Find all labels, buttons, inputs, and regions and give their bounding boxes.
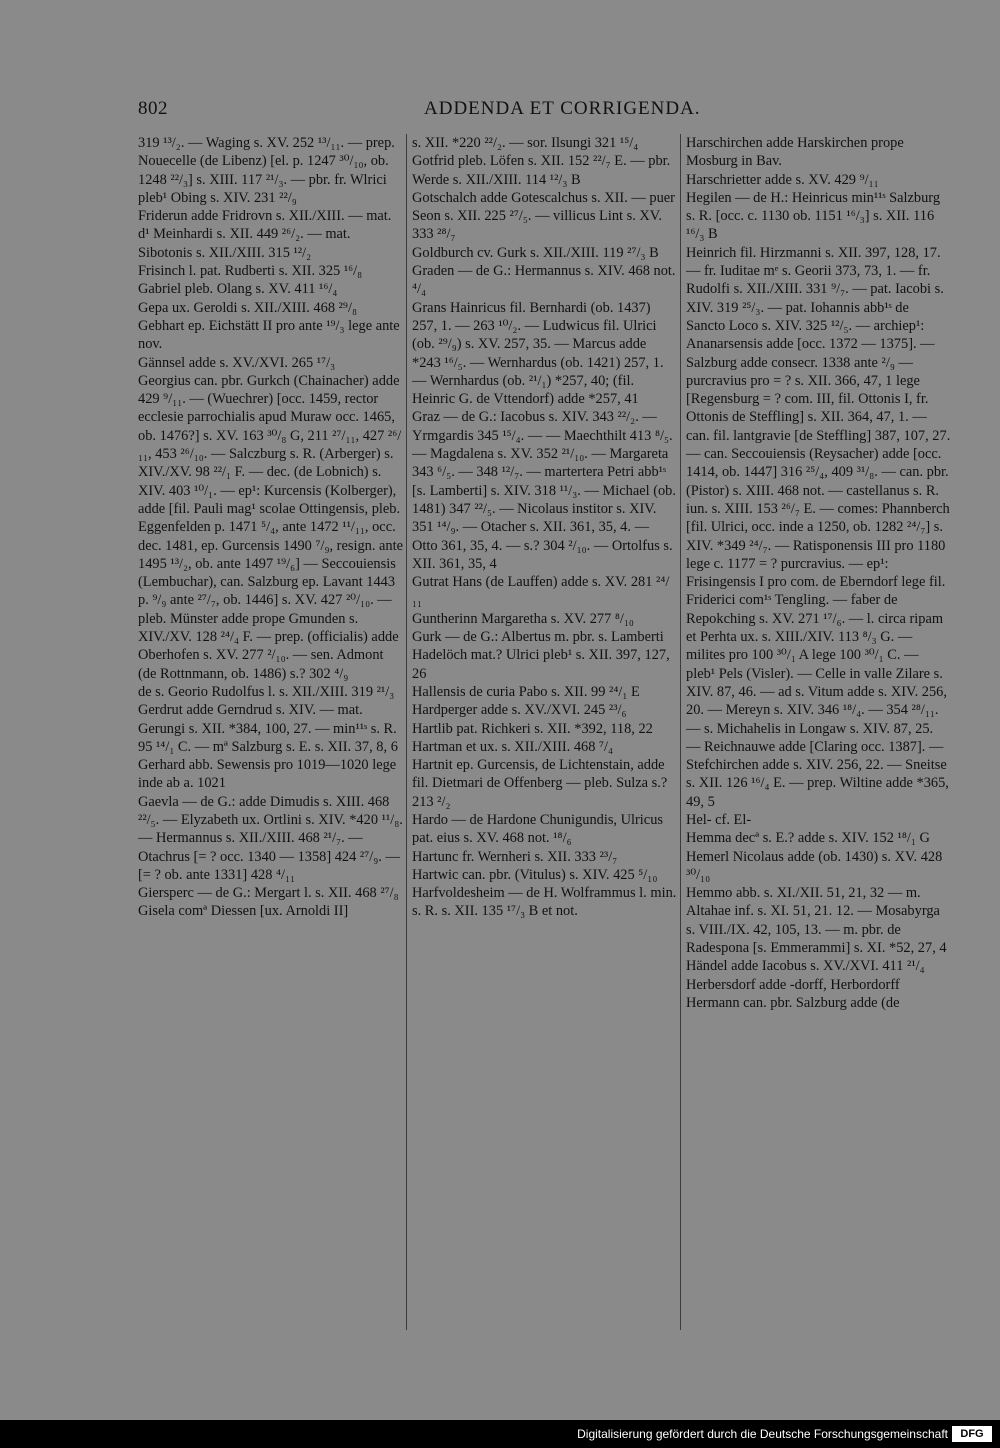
index-entry: Hemmo abb. s. XI./XII. 51, 21, 32 — m. Altahae inf. s. XI. 51, 21. 12. — Mosabyrga s. VIII./IX. 42, 105, 13. — m. pbr. de Radespona [s. Emmerammi] s. XI. *52, 27, 4 (686, 885, 947, 957)
index-entry: Händel adde Iacobus s. XV./XVI. 411 ²¹/₄ (686, 958, 925, 975)
index-entry: Hemerl Nicolaus adde (ob. 1430) s. XV. 428 ³⁰/₁₀ (686, 848, 943, 883)
index-entry: Graden — de G.: Hermannus s. XIV. 468 not. ⁴/₄ (412, 263, 676, 298)
index-entry: Hartwic can. pbr. (Vitulus) s. XIV. 425 ⁵/₁₀ (412, 866, 658, 883)
column-divider (680, 134, 681, 1330)
index-entry: Gotschalch adde Gotescalchus s. XII. — puer Seon s. XII. 225 ²⁷/₅. — villicus Lint s. XV. 333 ²⁸/₇ (412, 189, 675, 243)
index-entry: Gepa ux. Geroldi s. XII./XIII. 468 ²⁹/₈ (138, 299, 357, 316)
text-column-1 (138, 134, 403, 1330)
index-entry: Hadelöch mat.? Ulrici pleb¹ s. XII. 397, 127, 26 (412, 647, 670, 682)
text-column-3 (686, 134, 951, 1330)
index-entry: Herbersdorf adde -dorff, Herbordorff (686, 976, 900, 993)
index-entry: Hardperger adde s. XV./XVI. 245 ²³/₆ (412, 702, 627, 719)
index-entry: Hemma decª s. E.? adde s. XIV. 152 ¹⁸/₁ G (686, 830, 930, 847)
index-entry: Gaevla — de G.: adde Dimudis s. XIII. 468 ²²/₅. — Elyzabeth ux. Ortlini s. XIV. *420 ¹¹/₈. — Hermannus s. XII./XIII. 468 ²¹/₇. — Otachrus [= ? occ. 1340 — 1358] 424 ²⁷/₉. — [= ? ob. ante 1331] 428 ⁴/₁₁ (138, 793, 403, 883)
index-entry: Guntherinn Margaretha s. XV. 277 ⁸/₁₀ (412, 610, 634, 627)
index-entry: Hermann can. pbr. Salzburg adde (de (686, 994, 900, 1011)
index-entry: Frisinch l. pat. Rudberti s. XII. 325 ¹⁶/₈ (138, 263, 363, 280)
index-entry: Georgius can. pbr. Gurkch (Chainacher) adde 429 ⁹/₁₁. — (Wuechrer) [occ. 1459, rector ecclesie parrochialis apud Muraw occ. 1465, ob. 1476?] s. XV. 163 ³⁰/₈ G, 211 ²⁷/₁₁, 427 ²⁶/₁₁, 453 ²⁶/₁₀. — Salczburg s. R. (Arberger) s. XIV./XV. 98 ²²/₁ F. — dec. (de Lobnich) s. XIV. 403 ¹⁰/₁. — ep¹: Kurcensis (Kolberger), adde [fil. Pauli mag¹ scolae Ottingensis, pleb. Eggenfelden p. 1471 ⁵/₄, ante 1472 ¹¹/₁₁, occ. dec. 1481, ep. Gurcensis 1490 ⁷/₉, resign. ante 1495 ¹³/₂, ob. ante 1497 ¹⁹/₆] — Seccouiensis (Lembuchar), can. Salzburg ep. Lavant 1443 p. ⁹/₉ ante ²⁷/₇, ob. 1446] s. XV. 427 ²⁰/₁₀. — pleb. Münster adde prope Gmunden s. XIV./XV. 128 ²⁴/₄ F. — prep. (officialis) adde Oberhofen s. XV. 277 ²/₁₀. — sen. Admont (de Rottnmann, ob. 1486) s.? 302 ⁴/₉ (138, 372, 403, 682)
index-entry: Gisela comª Diessen [ux. Arnoldi II] (138, 903, 349, 920)
index-entry: Harschrietter adde s. XV. 429 ⁹/₁₁ (686, 171, 879, 188)
index-entry: Harschirchen adde Harskirchen prope Mosburg in Bav. (686, 135, 904, 170)
index-entry: Gotfrid pleb. Löfen s. XII. 152 ²²/₇ E. — pbr. Werde s. XII./XIII. 114 ¹²/₃ B (412, 153, 671, 188)
index-entry: Hallensis de curia Pabo s. XII. 99 ²⁴/₁ E (412, 683, 640, 700)
index-entry: Gurk — de G.: Albertus m. pbr. s. Lamberti (412, 629, 664, 646)
index-entry: Hartunc fr. Wernheri s. XII. 333 ²³/₇ (412, 848, 618, 865)
index-entry: Hel- cf. El- (686, 811, 752, 828)
index-entry: Grans Hainricus fil. Bernhardi (ob. 1437) 257, 1. — 263 ¹⁰/₂. — Ludwicus fil. Ulrici (ob. ²⁹/₉) s. XV. 257, 35. — Marcus adde *243 ¹⁶/₅. — Wernhardus (ob. 1421) 257, 1. — Wernhardus (ob. ²¹/₁) *257, 40; (fil. Heinric G. de Vttendorf) adde *257, 41 (412, 299, 664, 408)
index-entry: Giersperc — de G.: Mergart l. s. XII. 468 ²⁷/₈ (138, 885, 399, 902)
index-entry: Hartlib pat. Richkeri s. XII. *392, 118, 22 (412, 720, 653, 737)
index-entry: de s. Georio Rudolfus l. s. XII./XIII. 319 ²¹/₃ (138, 683, 395, 700)
text-column-2 (412, 134, 677, 1330)
page-header (138, 98, 956, 126)
index-entry: s. XII. *220 ²²/₂. — sor. Ilsungi 321 ¹⁵/₄ (412, 135, 639, 151)
index-entry: Harfvoldesheim — de H. Wolframmus l. min. s. R. s. XII. 135 ¹⁷/₃ B et not. (412, 885, 677, 920)
index-entry: Hardo — de Hardone Chunigundis, Ulricus pat. eius s. XV. 468 not. ¹⁸/₆ (412, 811, 663, 847)
index-entry: Hartnit ep. Gurcensis, de Lichtenstain, adde fil. Dietmari de Offenberg — pleb. Sulza s.? 213 ²/₂ (412, 757, 668, 810)
index-entry: Gännsel adde s. XV./XVI. 265 ¹⁷/₃ (138, 354, 336, 371)
page-number: 802 (138, 98, 168, 119)
index-entry: Gutrat Hans (de Lauffen) adde s. XV. 281 ²⁴/₁₁ (412, 574, 670, 609)
index-entry: 319 ¹³/₂. — Waging s. XV. 252 ¹³/₁₁. — prep. Nouecelle (de Libenz) [el. p. 1247 ³⁰/₁₀, ob. 1248 ²²/₃] s. XIII. 117 ²¹/₃. — pbr. fr. Wlrici pleb¹ Obing s. XIV. 231 ²²/₉ (138, 135, 395, 206)
index-entry: Goldburch cv. Gurk s. XII./XIII. 119 ²⁷/₃ B (412, 244, 659, 261)
index-entry: Gebhart ep. Eichstätt II pro ante ¹⁹/₃ lege ante nov. (138, 317, 400, 353)
index-entry: Friderun adde Fridrovn s. XII./XIII. — mat. d¹ Meinhardi s. XII. 449 ²⁶/₂. — mat. Sibotonis s. XII./XIII. 315 ¹²/₂ (138, 208, 392, 261)
funding-notice: Digitalisierung gefördert durch die Deutsche Forschungsgemeinschaft (577, 1427, 948, 1441)
index-entry: Heinrich fil. Hirzmanni s. XII. 397, 128, 17. — fr. Iuditae mᵉ s. Georii 373, 73, 1. — fr. Rudolfi s. XII./XIII. 331 ⁹/₇. — pat. Iacobi s. XIV. 319 ²⁵/₃. — pat. Iohannis abb¹ˢ de Sancto Loco s. XIV. 325 ¹²/₅. — archiep¹: Ananarsensis adde [occ. 1372 — 1375]. — Salzburg adde consecr. 1338 ante ²/₉ — purcravius pro = ? s. XII. 366, 47, 1 lege [Regensburg = ? com. III, fil. Ottonis I, fr. Ottonis de Steffling] s. XII. 364, 47, 1. — can. fil. lantgravie [de Steffling] 387, 107, 27. — can. Seccouiensis (Reysacher) adde [occ. 1414, ob. 1447] 316 ²⁵/₄, 409 ³¹/₈. — can. pbr. (Pistor) s. XIII. 468 not. — castellanus s. R. iun. s. XIII. 153 ²⁶/₇ E. — comes: Phannberch [fil. Ulrici, occ. inde a 1250, ob. 1282 ²⁴/₇] s. XIV. *349 ²⁴/₇. — Ratisponensis III pro 1180 lege c. 1177 = ? purcravius. — ep¹: Frisingensis I pro com. de Eberndorf lege fil. Friderici com¹ˢ Tengling. — faber de Repokching s. XV. 271 ¹⁷/₆. — l. circa ripam et Perhta ux. s. XIII./XIV. 113 ⁸/₃ G. — milites pro 100 ³⁰/₁ A lege 100 ³⁰/₁ C. — pleb¹ Pels (Visler). — Celle in valle Zilare s. XIV. 87, 46. — ad s. Vitum adde s. XIV. 256, 20. — Mereyn s. XIV. 346 ¹⁸/₄. — 354 ²⁸/₁₁. — s. Michahelis in Longaw s. XIV. 87, 25. — Reichnauwe adde [Claring occ. 1387]. — Stefchirchen adde s. XIV. 256, 22. — Sneitse s. XII. 126 ¹⁶/₄ E. — prep. Wiltine adde *365, 49, 5 (686, 244, 951, 810)
index-entry: Gerhard abb. Sewensis pro 1019—1020 lege inde ab a. 1021 (138, 757, 397, 792)
index-entry: Hegilen — de H.: Heinricus min¹¹ˢ Salzburg s. R. [occ. c. 1130 ob. 1151 ¹⁶/₃] s. XII. 116 ¹⁶/₃ B (686, 189, 941, 243)
index-entry: Gerdrut adde Gerndrud s. XIV. — mat. Gerungi s. XII. *384, 100, 27. — min¹¹ˢ s. R. 95 ¹⁴/₁ C. — mª Salzburg s. E. s. XII. 37, 8, 6 (138, 702, 398, 755)
running-title: ADDENDA ET CORRIGENDA. (424, 98, 701, 119)
footer-bar (0, 1420, 1000, 1448)
index-entry: Gabriel pleb. Olang s. XV. 411 ¹⁶/₄ (138, 281, 338, 298)
column-divider (406, 134, 407, 1330)
index-entry: Graz — de G.: Iacobus s. XIV. 343 ²²/₂. — Yrmgardis 345 ¹⁵/₄. — — Maechthilt 413 ⁸/₅. — Magdalena s. XV. 352 ²¹/₁₀. — Margareta 343 ⁶/₅. — 348 ¹²/₇. — martertera Petri abb¹ˢ [s. Lamberti] s. XIV. 318 ¹¹/₃. — Michael (ob. 1481) 347 ²²/₅. — Nicolaus institor s. XIV. 351 ¹⁴/₉. — Otacher s. XII. 361, 35, 4. — Otto 361, 35, 4. — s.? 304 ²/₁₀. — Ortolfus s. XII. 361, 35, 4 (412, 409, 676, 572)
dfg-logo: DFG (952, 1426, 992, 1442)
index-entry: Hartman et ux. s. XII./XIII. 468 ⁷/₄ (412, 738, 614, 755)
